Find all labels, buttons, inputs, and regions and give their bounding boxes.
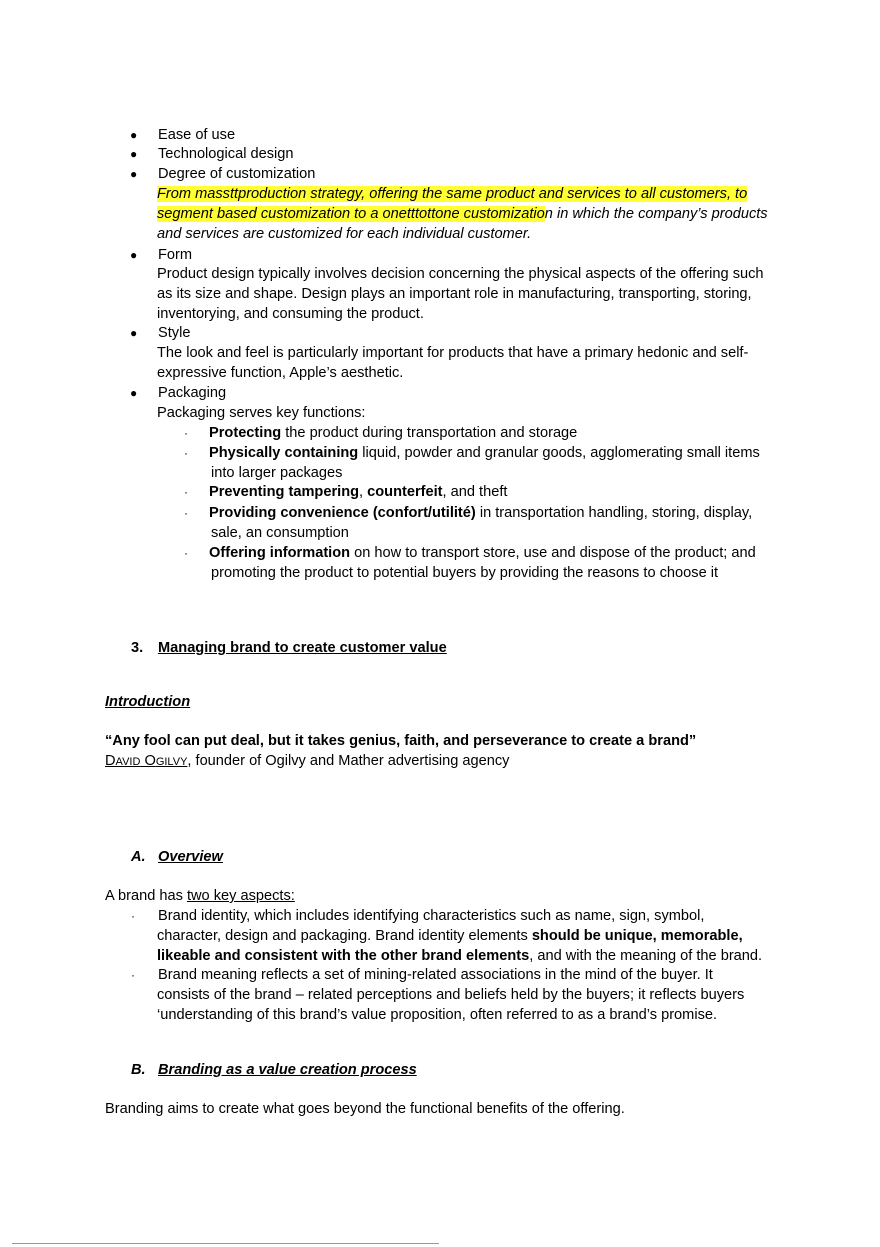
dot-bullet-icon: · [131,968,135,982]
plain-text: , and with the meaning of the brand. [529,948,763,964]
dot-bullet-icon: · [184,485,188,499]
author-initial: D [105,753,116,769]
bullet-icon: ● [130,167,138,181]
style-text-line-1: The look and feel is particularly important for products that have a primary hedonic and self- [157,345,749,361]
brand-meaning-line-1: Brand meaning reflects a set of mining-related associations in the mind of the buyer. It [158,967,713,983]
bullet-icon: ● [130,386,138,400]
packaging-intro: Packaging serves key functions: [157,405,366,421]
form-text-line-2: as its size and shape. Design plays an important role in manufacturing, transporting, storing, [157,286,752,302]
customization-text-line-3: and services are customized for each individual customer. [157,226,532,242]
section-3-number: 3. [131,640,144,656]
plain-text: , [359,484,368,500]
customization-text-line-1 [157,184,747,204]
plain-text: in transportation handling, storing, display, [475,505,753,521]
section-a-title: Overview [158,849,223,865]
section-b-title: Branding as a value creation process [158,1062,417,1078]
plain-text: A brand has [105,888,187,904]
ogilvy-quote: “Any fool can put deal, but it takes genius, faith, and perseverance to create a brand” [105,733,697,749]
section-b-text: Branding aims to create what goes beyond the functional benefits of the offering. [105,1101,625,1117]
plain-text: on how to transport store, use and dispose of the product; and [350,545,756,561]
packaging-item-information [209,543,756,563]
dot-bullet-icon: · [184,446,188,460]
author-name [105,753,187,769]
list-item-form: Form [158,247,193,263]
packaging-item-containing [209,443,760,463]
packaging-item-convenience [209,503,752,523]
brand-meaning-line-3: ‘understanding of this brand’s value proposition, often referred to as a brand’s promise. [157,1007,718,1023]
plain-text: , founder of Ogilvy and Mather advertising agency [187,753,510,769]
packaging-item-containing-cont: into larger packages [211,465,343,481]
quote-attribution [105,751,509,772]
list-item-ease-of-use: Ease of use [158,127,236,143]
dot-bullet-icon: · [131,909,135,923]
list-item-technological-design: Technological design [158,146,294,162]
bold-term: Physically containing [209,445,359,461]
bold-term: Preventing tampering [209,484,360,500]
bullet-icon: ● [130,248,138,262]
highlighted-text: From massttproduction strategy, offering the same product and services to all customers, to [157,186,748,202]
form-text-line-3: inventorying, and consuming the product. [157,306,424,322]
plain-text: the product during transportation and storage [281,425,578,441]
style-text-line-2: expressive function, Apple’s aesthetic. [157,365,404,381]
section-a-letter: A. [131,849,146,865]
bold-term: Protecting [209,425,282,441]
section-3-title: Managing brand to create customer value [158,640,447,656]
dot-bullet-icon: · [184,506,188,520]
form-text-line-1: Product design typically involves decision concerning the physical aspects of the offering such [157,266,764,282]
introduction-heading: Introduction [105,694,191,710]
brand-identity-line-1: Brand identity, which includes identifying characteristics such as name, sign, symbol, [158,908,705,924]
plain-text: , and theft [442,484,508,500]
packaging-item-preventing [209,482,507,502]
customization-text-line-2 [157,204,768,224]
plain-text: n in which the company’s products [544,206,768,222]
bold-term: Offering information [209,545,351,561]
packaging-item-protecting [209,423,577,443]
section-b-letter: B. [131,1062,146,1078]
packaging-item-information-cont: promoting the product to potential buyers by providing the reasons to choose it [211,565,719,581]
bold-text: likeable and consistent with the other brand elements [157,948,530,964]
list-item-degree-of-customization: Degree of customization [158,166,316,182]
dot-bullet-icon: · [184,546,188,560]
brand-meaning-line-2: consists of the brand – related perceptions and beliefs held by the buyers; it reflects buyers [157,987,745,1003]
author-smallcaps: AVID [115,756,141,768]
packaging-item-convenience-cont: sale, an consumption [211,525,349,541]
bold-term: Providing convenience (confort/utilité) [209,505,476,521]
dot-bullet-icon: · [184,426,188,440]
bullet-icon: ● [130,147,138,161]
brand-identity-line-3 [157,946,762,966]
bullet-icon: ● [130,128,138,142]
bullet-icon: ● [130,326,138,340]
author-smallcaps: GILVY [155,756,188,768]
plain-text: liquid, powder and granular goods, agglomerating small items [358,445,760,461]
author-initial: O [140,753,156,769]
list-item-packaging: Packaging [158,385,227,401]
bold-text: should be unique, memorable, [531,928,743,944]
footnote-separator [12,1243,439,1244]
plain-text: character, design and packaging. Brand identity elements [157,928,532,944]
bold-term: counterfeit [367,484,443,500]
brand-identity-line-2 [157,926,743,946]
list-item-style: Style [158,325,191,341]
underlined-text: two key aspects: [186,888,295,904]
highlighted-text: segment based customization to a onetttottone customizatio [157,206,545,222]
section-a-lead [105,886,295,906]
